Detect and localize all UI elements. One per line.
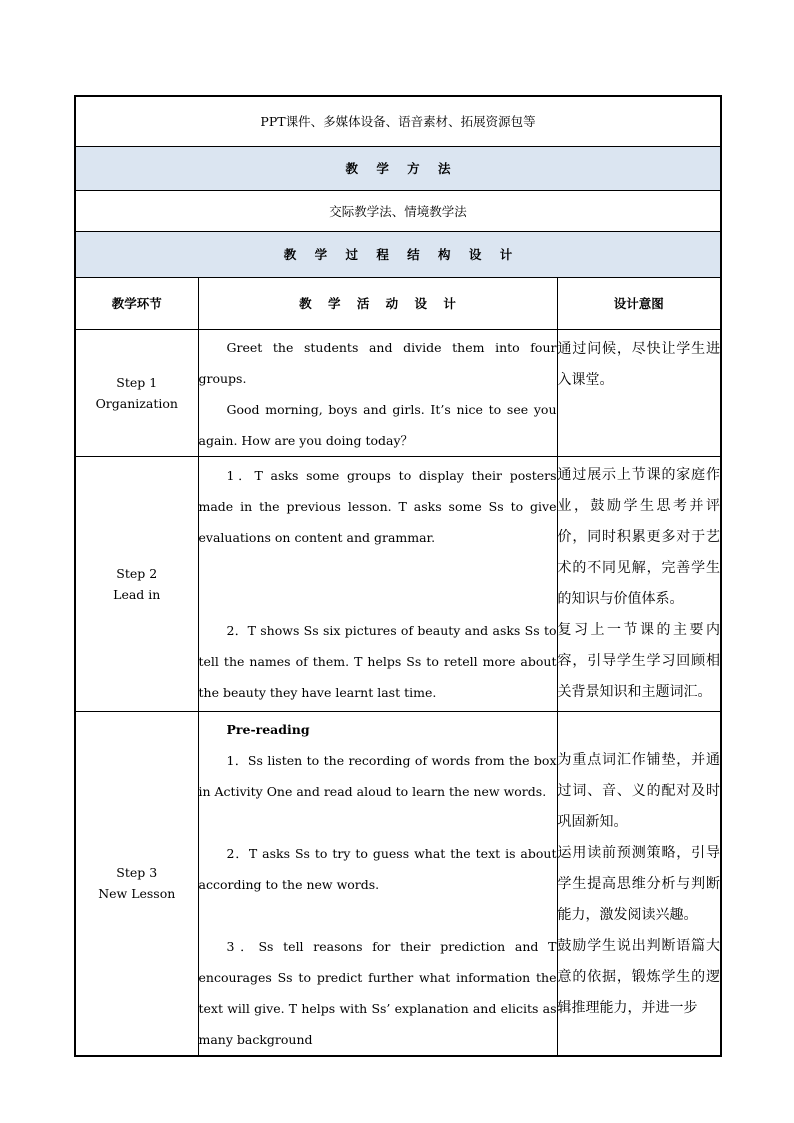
activity-paragraph: Greet the students and divide them into four groups. xyxy=(198,339,557,386)
activity-paragraph: Good morning, boys and girls. It’s nice to see you again. How are you doing today？ xyxy=(198,401,557,448)
activity-cell xyxy=(198,711,557,1056)
header-row xyxy=(75,277,721,329)
step-name: Lead in xyxy=(113,586,161,602)
method-value-row xyxy=(75,190,721,231)
step-name: Organization xyxy=(95,395,178,411)
method-title: 教 学 方 法 xyxy=(75,146,721,190)
activity-cell xyxy=(198,456,557,711)
header-stage: 教学环节 xyxy=(75,277,198,329)
step-cell xyxy=(75,711,198,1056)
step-row xyxy=(75,329,721,456)
step-cell xyxy=(75,329,198,456)
intent-paragraph: 为重点词汇作铺垫，并通过词、音、义的配对及时巩固新知。 xyxy=(557,751,720,830)
activity-paragraph: 1．Ss listen to the recording of words from the box in Activity One and read aloud to learn the new words. xyxy=(198,752,557,799)
step-number: Step 3 xyxy=(116,865,158,880)
method-value: 交际教学法、情境教学法 xyxy=(75,190,721,231)
intent-paragraph: 运用读前预测策略，引导学生提高思维分析与判断能力，激发阅读兴趣。 xyxy=(557,844,720,923)
activity-paragraph: 2．T shows Ss six pictures of beauty and asks Ss to tell the names of them. T helps Ss to retell more about the beauty they have learnt last time. xyxy=(198,622,557,700)
intent-paragraph: 通过展示上节课的家庭作业，鼓励学生思考并评价，同时积累更多对于艺术的不同见解，完善学生的知识与价值体系。 xyxy=(557,466,720,607)
step-row xyxy=(75,711,721,1056)
header-activity: 教 学 活 动 设 计 xyxy=(198,277,557,329)
activity-subheading: Pre-reading xyxy=(226,721,310,737)
header-intent: 设计意图 xyxy=(557,277,721,329)
intent-paragraph: 鼓励学生说出判断语篇大意的依据，锻炼学生的逻辑推理能力，并进一步 xyxy=(557,937,720,1016)
intent-cell xyxy=(557,711,721,1056)
resources-row xyxy=(75,96,721,146)
step-row xyxy=(75,456,721,711)
step-name: New Lesson xyxy=(98,886,176,901)
activity-paragraph: 2．T asks Ss to try to guess what the text is about according to the new words. xyxy=(198,845,557,892)
lesson-plan-table xyxy=(74,95,722,1057)
intent-cell xyxy=(557,329,721,456)
method-title-row xyxy=(75,146,721,190)
intent-paragraph: 通过问候，尽快让学生进入课堂。 xyxy=(557,340,720,388)
intent-paragraph: 复习上一节课的主要内容，引导学生学习回顾相关背景知识和主题词汇。 xyxy=(557,621,720,700)
process-title: 教 学 过 程 结 构 设 计 xyxy=(75,231,721,277)
activity-paragraph: 3．Ss tell reasons for their prediction and T encourages Ss to predict further what information the text will give. T helps with Ss’ explanation and elicits as many background xyxy=(198,938,557,1047)
step-number: Step 1 xyxy=(116,374,158,390)
intent-cell xyxy=(557,456,721,711)
step-number: Step 2 xyxy=(116,565,158,581)
step-cell xyxy=(75,456,198,711)
resources-text: PPT课件、多媒体设备、语音素材、拓展资源包等 xyxy=(75,96,721,146)
activity-paragraph: 1．T asks some groups to display their posters made in the previous lesson. T asks some Ss to give evaluations on content and grammar. xyxy=(198,467,557,545)
process-title-row xyxy=(75,231,721,277)
activity-cell xyxy=(198,329,557,456)
